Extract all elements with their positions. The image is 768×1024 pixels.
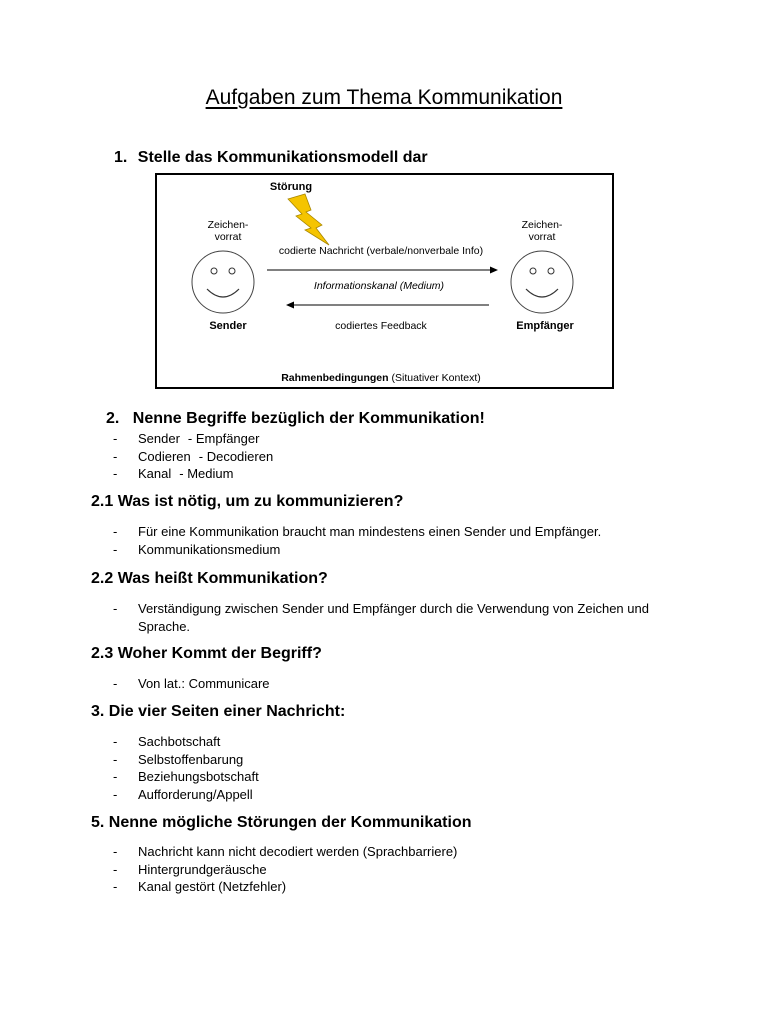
sender-repertoire-line1: Zeichen- (207, 219, 249, 231)
section-1-title: Stelle das Kommunikationsmodell dar (137, 149, 428, 166)
section-2-3-list (113, 675, 673, 693)
section-5-heading: 5. Nenne mögliche Störungen der Kommunikation (91, 814, 472, 831)
section-3-heading: 3. Die vier Seiten einer Nachricht: (91, 703, 346, 720)
receiver-label: Empfänger (516, 320, 574, 332)
section-2-number: 2. (106, 410, 120, 427)
section-5-list (113, 843, 673, 896)
context-label-bold: Rahmenbedingungen (281, 372, 389, 384)
message-label: codierte Nachricht (verbale/nonverbale Info) (278, 245, 484, 257)
term: Kanal (138, 466, 172, 481)
section-2-2-heading: 2.2 Was heißt Kommunikation? (91, 570, 328, 587)
list-item: - Selbstoffenbarung (113, 751, 673, 769)
channel-label: Informationskanal (Medium) (313, 280, 445, 292)
disturbance-label: Störung (269, 181, 313, 193)
context-label (281, 372, 481, 384)
list-item: - Beziehungsbotschaft (113, 768, 673, 786)
list-item (113, 430, 673, 448)
section-2-title: Nenne Begriffe bezüglich der Kommunikation! (132, 410, 485, 427)
page-title: Aufgaben zum Thema Kommunikation (205, 86, 563, 109)
term-counterpart: - Decodieren (198, 448, 274, 464)
section-2-2-list (113, 600, 673, 635)
term-counterpart: - Empfänger (187, 431, 260, 446)
section-1-number: 1. (114, 149, 128, 166)
list-item: - Nachricht kann nicht decodiert werden (Sprachbarriere) (113, 843, 673, 861)
list-item (113, 448, 673, 466)
list-item: - Sachbotschaft (113, 733, 673, 751)
section-3-list (113, 733, 673, 803)
context-label-rest: (Situativer Kontext) (388, 372, 481, 384)
list-item: - Von lat.: Communicare (113, 675, 673, 693)
list-item: - Aufforderung/Appell (113, 786, 673, 804)
section-2-1-heading: 2.1 Was ist nötig, um zu kommunizieren? (91, 493, 404, 510)
list-item: - Hintergrundgeräusche (113, 861, 673, 879)
receiver-repertoire-line1: Zeichen- (521, 219, 563, 231)
list-item: - Für eine Kommunikation braucht man mindestens einen Sender und Empfänger. (113, 523, 673, 541)
receiver-repertoire-line2: vorrat (528, 231, 556, 243)
receiver-smiley-icon (511, 251, 573, 313)
sender-repertoire-line2: vorrat (214, 231, 242, 243)
list-item: - Kommunikationsmedium (113, 541, 673, 559)
list-item (113, 465, 673, 483)
list-item: - Verständigung zwischen Sender und Empfänger durch die Verwendung von Zeichen und Sprache. (113, 600, 673, 635)
term-counterpart: - Medium (179, 466, 234, 481)
term: Sender (138, 431, 180, 446)
list-item: - Kanal gestört (Netzfehler) (113, 878, 673, 896)
term: Codieren (138, 448, 191, 464)
section-2-1-list (113, 523, 673, 558)
section-2-3-heading: 2.3 Woher Kommt der Begriff? (91, 645, 322, 662)
sender-label: Sender (209, 320, 247, 332)
section-2-heading (106, 410, 485, 428)
sender-smiley-icon (192, 251, 254, 313)
section-2-list (113, 430, 673, 483)
section-1-heading (114, 149, 428, 167)
feedback-label: codiertes Feedback (335, 320, 427, 332)
communication-model-diagram (155, 173, 615, 390)
